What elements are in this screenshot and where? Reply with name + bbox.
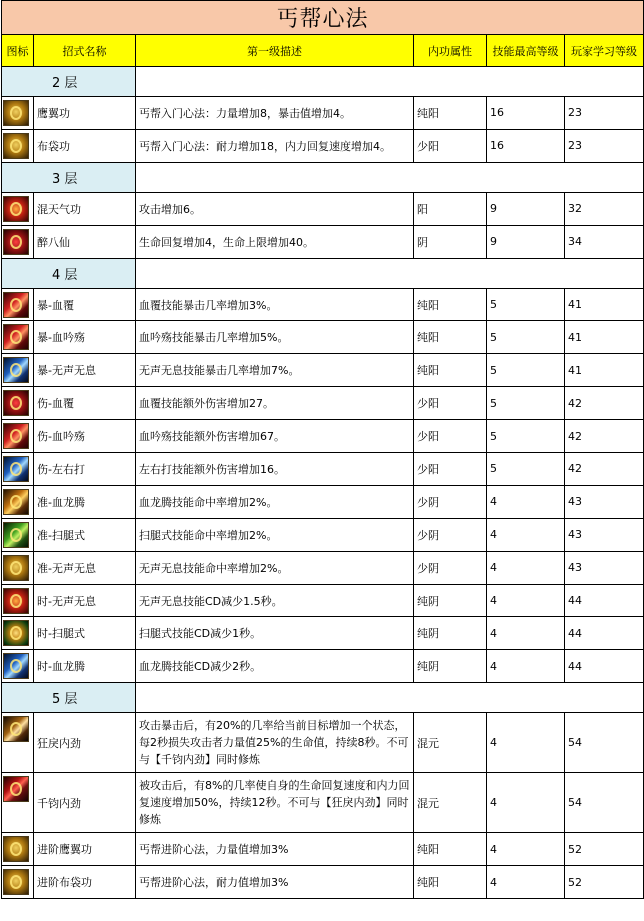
dark-rage-icon	[3, 716, 29, 742]
skill-max-level: 5	[487, 387, 565, 420]
table-row	[2, 420, 644, 453]
skill-attribute: 纯阳	[414, 288, 487, 321]
icon-cell	[2, 453, 34, 486]
skill-description: 攻击增加6。	[136, 192, 414, 225]
skill-learn-level: 42	[565, 420, 644, 453]
skill-attribute: 少阴	[414, 485, 487, 518]
red-swirl-icon	[3, 390, 29, 416]
skill-attribute: 少阴	[414, 518, 487, 551]
skill-description: 无声无息技能暴击几率增加7%。	[136, 354, 414, 387]
skill-max-level: 5	[487, 288, 565, 321]
blood-slash-icon	[3, 423, 29, 449]
icon-cell	[2, 551, 34, 584]
skill-max-level: 5	[487, 420, 565, 453]
skill-max-level: 4	[487, 713, 565, 773]
skill-name: 狂戾内劲	[34, 713, 136, 773]
header-max-level: 技能最高等级	[487, 35, 565, 67]
table-row	[2, 584, 644, 617]
icon-cell	[2, 773, 34, 833]
skill-description: 血覆技能暴击几率增加3%。	[136, 288, 414, 321]
layer-label: 5 层	[2, 683, 136, 713]
skill-learn-level: 43	[565, 485, 644, 518]
icon-cell	[2, 833, 34, 866]
skill-max-level: 4	[487, 650, 565, 683]
skill-name: 混天气功	[34, 192, 136, 225]
table-row	[2, 354, 644, 387]
skill-name: 准-无声无息	[34, 551, 136, 584]
layer-filler	[136, 683, 644, 713]
table-row	[2, 387, 644, 420]
layer-filler	[136, 162, 644, 192]
skill-learn-level: 23	[565, 97, 644, 130]
table-row	[2, 518, 644, 551]
skill-learn-level: 44	[565, 584, 644, 617]
fire-fist-icon	[3, 196, 29, 222]
skill-max-level: 4	[487, 551, 565, 584]
table-row	[2, 485, 644, 518]
table-row	[2, 225, 644, 258]
table-row	[2, 833, 644, 866]
icon-cell	[2, 650, 34, 683]
blood-slash-icon	[3, 324, 29, 350]
skill-attribute: 混元	[414, 713, 487, 773]
skill-attribute: 纯阳	[414, 866, 487, 899]
skill-learn-level: 43	[565, 518, 644, 551]
skill-max-level: 9	[487, 192, 565, 225]
skill-name: 千钧内劲	[34, 773, 136, 833]
skill-name: 时-无声无息	[34, 584, 136, 617]
skill-name: 进阶鹰翼功	[34, 833, 136, 866]
skill-attribute: 阴	[414, 225, 487, 258]
gold-aura-icon	[3, 133, 29, 159]
skill-learn-level: 54	[565, 713, 644, 773]
skill-attribute: 混元	[414, 773, 487, 833]
icon-cell	[2, 485, 34, 518]
blue-strike-icon	[3, 357, 29, 383]
gold-aura-icon	[3, 869, 29, 895]
icon-cell	[2, 420, 34, 453]
table-row	[2, 453, 644, 486]
skill-attribute: 阳	[414, 192, 487, 225]
skill-max-level: 4	[487, 485, 565, 518]
skill-name: 时-血龙腾	[34, 650, 136, 683]
skill-learn-level: 54	[565, 773, 644, 833]
skill-attribute: 纯阴	[414, 617, 487, 650]
skill-attribute: 纯阴	[414, 650, 487, 683]
skill-description: 血龙腾技能CD减少2秒。	[136, 650, 414, 683]
skill-name: 准-扫腿式	[34, 518, 136, 551]
skill-max-level: 16	[487, 97, 565, 130]
header-name: 招式名称	[34, 35, 136, 67]
skill-description: 丐帮进阶心法，力量值增加3%	[136, 833, 414, 866]
table-row	[2, 866, 644, 899]
skill-attribute: 纯阳	[414, 354, 487, 387]
table-row	[2, 713, 644, 773]
table-row	[2, 773, 644, 833]
skill-max-level: 5	[487, 321, 565, 354]
skill-attribute: 少阳	[414, 420, 487, 453]
icon-cell	[2, 617, 34, 650]
blue-strike-icon	[3, 456, 29, 482]
icon-cell	[2, 713, 34, 773]
skill-attribute: 纯阳	[414, 321, 487, 354]
header-learn-level: 玩家学习等级	[565, 35, 644, 67]
layer-filler	[136, 67, 644, 97]
icon-cell	[2, 129, 34, 162]
skill-learn-level: 32	[565, 192, 644, 225]
skill-description: 攻击暴击后，有20%的几率给当前目标增加一个状态，每2秒损失攻击者力量值25%的生命值，持续8秒。不可与【千钧内劲】同时修炼	[136, 713, 414, 773]
skill-max-level: 5	[487, 354, 565, 387]
skill-learn-level: 43	[565, 551, 644, 584]
icon-cell	[2, 354, 34, 387]
skill-name: 伤-血吟殇	[34, 420, 136, 453]
skill-description: 生命回复增加4，生命上限增加40。	[136, 225, 414, 258]
skill-max-level: 4	[487, 833, 565, 866]
layer-row	[2, 683, 644, 713]
skill-description: 扫腿式技能CD减少1秒。	[136, 617, 414, 650]
skill-description: 血覆技能额外伤害增加27。	[136, 387, 414, 420]
skill-max-level: 4	[487, 518, 565, 551]
skill-name: 时-扫腿式	[34, 617, 136, 650]
skill-name: 准-血龙腾	[34, 485, 136, 518]
header-row	[2, 35, 644, 67]
skill-max-level: 4	[487, 584, 565, 617]
skill-learn-level: 23	[565, 129, 644, 162]
blood-slash-icon	[3, 292, 29, 318]
icon-cell	[2, 288, 34, 321]
layer-label: 3 层	[2, 162, 136, 192]
skill-learn-level: 52	[565, 866, 644, 899]
skill-learn-level: 42	[565, 453, 644, 486]
fire-fist-icon	[3, 588, 29, 614]
skill-learn-level: 34	[565, 225, 644, 258]
skill-max-level: 5	[487, 453, 565, 486]
red-swirl-icon	[3, 229, 29, 255]
skill-name: 伤-血覆	[34, 387, 136, 420]
skill-description: 丐帮入门心法：耐力增加18，内力回复速度增加4。	[136, 129, 414, 162]
skill-learn-level: 42	[565, 387, 644, 420]
table-row	[2, 551, 644, 584]
skill-attribute: 纯阳	[414, 833, 487, 866]
icon-cell	[2, 225, 34, 258]
gold-aura-icon	[3, 100, 29, 126]
skill-learn-level: 41	[565, 321, 644, 354]
table-row	[2, 288, 644, 321]
red-spiky-icon	[3, 776, 29, 802]
icon-cell	[2, 97, 34, 130]
header-attr: 内功属性	[414, 35, 487, 67]
skill-description: 血龙腾技能命中率增加2%。	[136, 485, 414, 518]
layer-label: 4 层	[2, 258, 136, 288]
skill-name: 鹰翼功	[34, 97, 136, 130]
green-kick-icon	[3, 522, 29, 548]
skill-description: 无声无息技能命中率增加2%。	[136, 551, 414, 584]
table-row	[2, 321, 644, 354]
skill-learn-level: 41	[565, 288, 644, 321]
skill-learn-level: 44	[565, 650, 644, 683]
skill-description: 被攻击后，有8%的几率使自身的生命回复速度和内力回复速度增加50%，持续12秒。不可与【狂戾内劲】同时修炼	[136, 773, 414, 833]
table-row	[2, 617, 644, 650]
header-desc: 第一级描述	[136, 35, 414, 67]
skill-name: 伤-左右打	[34, 453, 136, 486]
layer-label: 2 层	[2, 67, 136, 97]
skill-learn-level: 52	[565, 833, 644, 866]
layer-row	[2, 67, 644, 97]
icon-cell	[2, 321, 34, 354]
gold-aura-icon	[3, 555, 29, 581]
skill-max-level: 9	[487, 225, 565, 258]
skill-attribute: 少阳	[414, 453, 487, 486]
icon-cell	[2, 192, 34, 225]
blue-strike-icon	[3, 653, 29, 679]
skill-name: 醉八仙	[34, 225, 136, 258]
icon-cell	[2, 387, 34, 420]
skill-learn-level: 44	[565, 617, 644, 650]
table-row	[2, 97, 644, 130]
table-row	[2, 650, 644, 683]
skill-max-level: 16	[487, 129, 565, 162]
skill-description: 丐帮进阶心法，耐力值增加3%	[136, 866, 414, 899]
icon-cell	[2, 866, 34, 899]
table-row	[2, 129, 644, 162]
skill-max-level: 4	[487, 866, 565, 899]
skill-name: 布袋功	[34, 129, 136, 162]
skill-attribute: 少阳	[414, 129, 487, 162]
skill-description: 左右打技能额外伤害增加16。	[136, 453, 414, 486]
skill-attribute: 少阳	[414, 387, 487, 420]
layer-filler	[136, 258, 644, 288]
skill-name: 暴-血吟殇	[34, 321, 136, 354]
header-icon: 图标	[2, 35, 34, 67]
dragon-leap-icon	[3, 489, 29, 515]
skill-description: 血吟殇技能额外伤害增加67。	[136, 420, 414, 453]
skill-description: 血吟殇技能暴击几率增加5%。	[136, 321, 414, 354]
skill-description: 丐帮入门心法：力量增加8，暴击值增加4。	[136, 97, 414, 130]
page-title: 丐帮心法	[2, 1, 644, 35]
skill-description: 扫腿式技能命中率增加2%。	[136, 518, 414, 551]
skill-attribute: 纯阴	[414, 584, 487, 617]
skill-max-level: 4	[487, 773, 565, 833]
skill-table	[1, 0, 644, 899]
icon-cell	[2, 518, 34, 551]
table-row	[2, 192, 644, 225]
layer-row	[2, 258, 644, 288]
skill-max-level: 4	[487, 617, 565, 650]
icon-blank	[3, 802, 33, 829]
skill-attribute: 纯阳	[414, 97, 487, 130]
layer-row	[2, 162, 644, 192]
skill-name: 暴-血覆	[34, 288, 136, 321]
icon-cell	[2, 584, 34, 617]
icon-blank	[3, 742, 33, 769]
skill-name: 暴-无声无息	[34, 354, 136, 387]
skill-name: 进阶布袋功	[34, 866, 136, 899]
gold-aura-icon	[3, 836, 29, 862]
green-orb-icon	[3, 620, 29, 646]
skill-description: 无声无息技能CD减少1.5秒。	[136, 584, 414, 617]
skill-attribute: 少阴	[414, 551, 487, 584]
skill-learn-level: 41	[565, 354, 644, 387]
